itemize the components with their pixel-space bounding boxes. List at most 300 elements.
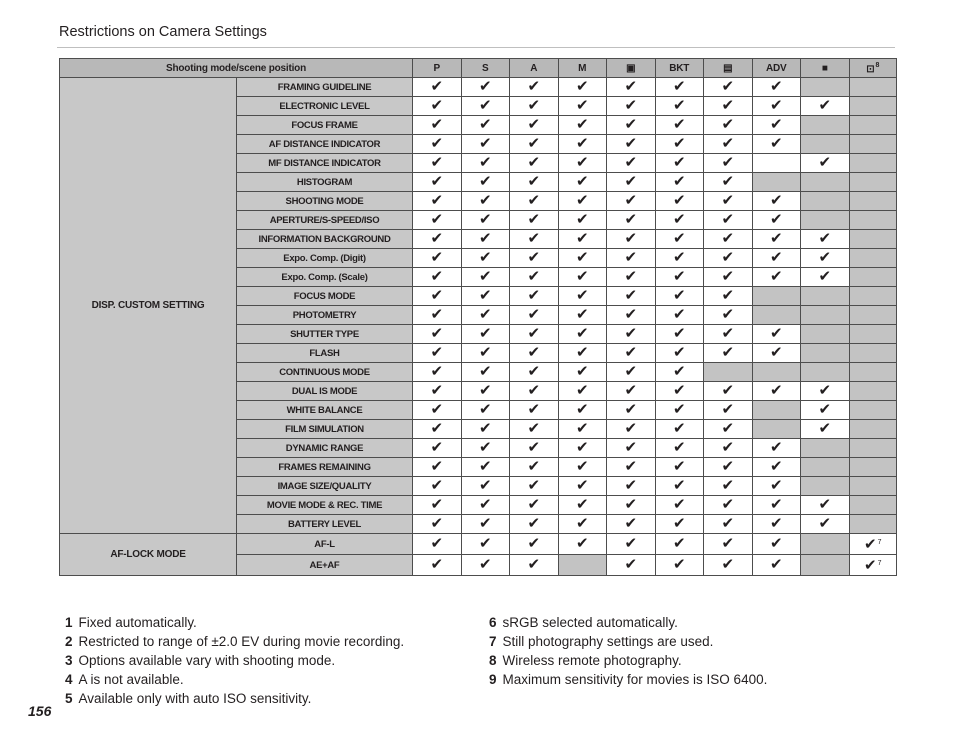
check-cell bbox=[655, 496, 704, 515]
setting-label: BATTERY LEVEL bbox=[237, 515, 413, 534]
check-icon: ✔ bbox=[575, 458, 589, 475]
check-cell bbox=[510, 458, 559, 477]
check-icon: ✔ bbox=[478, 439, 492, 456]
check-cell bbox=[752, 211, 801, 230]
unavailable-cell bbox=[849, 344, 897, 363]
check-icon: ✔ bbox=[430, 363, 444, 380]
check-icon: ✔ bbox=[575, 477, 589, 494]
check-cell bbox=[510, 192, 559, 211]
check-cell bbox=[752, 496, 801, 515]
check-icon: ✔ bbox=[721, 173, 735, 190]
check-icon: ✔ bbox=[527, 192, 541, 209]
check-icon: ✔ bbox=[430, 420, 444, 437]
check-icon: ✔ bbox=[672, 496, 686, 513]
check-cell bbox=[558, 325, 607, 344]
check-icon: ✔ bbox=[430, 515, 444, 532]
check-cell bbox=[607, 344, 656, 363]
footnotes-right bbox=[489, 613, 767, 689]
setting-label: FLASH bbox=[237, 344, 413, 363]
check-cell bbox=[510, 534, 559, 555]
check-cell bbox=[558, 173, 607, 192]
check-cell bbox=[461, 135, 510, 154]
setting-label: CONTINUOUS MODE bbox=[237, 363, 413, 382]
check-icon: ✔ bbox=[672, 268, 686, 285]
setting-label: PHOTOMETRY bbox=[237, 306, 413, 325]
setting-label: SHOOTING MODE bbox=[237, 192, 413, 211]
check-icon: ✔ bbox=[527, 344, 541, 361]
unavailable-cell bbox=[849, 477, 897, 496]
check-cell bbox=[607, 287, 656, 306]
check-cell bbox=[704, 192, 753, 211]
check-icon: ✔ bbox=[575, 268, 589, 285]
check-icon: ✔ bbox=[769, 556, 783, 573]
check-cell bbox=[655, 306, 704, 325]
check-icon: ✔ bbox=[575, 535, 589, 552]
check-icon: ✔ bbox=[478, 382, 492, 399]
check-icon: ✔ bbox=[575, 287, 589, 304]
check-icon: ✔ bbox=[769, 211, 783, 228]
check-icon: ✔ bbox=[575, 382, 589, 399]
check-icon: ✔ bbox=[769, 230, 783, 247]
footnote-text: sRGB selected automatically. bbox=[502, 615, 678, 630]
check-cell bbox=[510, 211, 559, 230]
check-icon: ✔ bbox=[818, 97, 832, 114]
check-icon: ✔ bbox=[527, 173, 541, 190]
check-cell bbox=[704, 249, 753, 268]
check-icon: ✔ bbox=[527, 249, 541, 266]
table-row bbox=[60, 78, 897, 97]
check-icon: ✔ bbox=[672, 249, 686, 266]
check-cell bbox=[461, 173, 510, 192]
check-icon: ✔ bbox=[430, 556, 444, 573]
check-cell bbox=[607, 363, 656, 382]
check-cell bbox=[510, 268, 559, 287]
check-cell bbox=[704, 325, 753, 344]
check-icon: ✔ bbox=[478, 97, 492, 114]
footnote-number: 1 bbox=[65, 615, 73, 630]
check-cell bbox=[558, 420, 607, 439]
check-cell bbox=[607, 534, 656, 555]
unavailable-cell bbox=[849, 173, 897, 192]
check-icon: ✔ bbox=[672, 420, 686, 437]
mode-header-wireless-icon bbox=[849, 59, 897, 78]
check-icon: ✔ bbox=[478, 78, 492, 95]
check-icon: ✔ bbox=[430, 173, 444, 190]
check-icon: ✔ bbox=[624, 97, 638, 114]
unavailable-cell bbox=[801, 534, 850, 555]
check-cell bbox=[704, 420, 753, 439]
check-icon: ✔ bbox=[721, 515, 735, 532]
check-icon: ✔ bbox=[721, 154, 735, 171]
unavailable-cell bbox=[558, 555, 607, 576]
footnote-number: 6 bbox=[489, 615, 497, 630]
check-cell bbox=[801, 515, 850, 534]
unavailable-cell bbox=[849, 382, 897, 401]
check-icon: ✔ bbox=[769, 458, 783, 475]
check-cell bbox=[655, 382, 704, 401]
check-cell bbox=[704, 268, 753, 287]
adv-icon: ADV bbox=[765, 62, 787, 74]
check-cell bbox=[461, 78, 510, 97]
check-cell bbox=[655, 154, 704, 173]
check-cell bbox=[510, 439, 559, 458]
check-icon: ✔ bbox=[721, 496, 735, 513]
check-icon: ✔ bbox=[672, 116, 686, 133]
check-cell bbox=[558, 401, 607, 420]
unavailable-cell bbox=[849, 363, 897, 382]
check-icon: ✔ bbox=[624, 515, 638, 532]
check-icon: ✔ bbox=[430, 154, 444, 171]
check-cell bbox=[752, 249, 801, 268]
check-cell bbox=[655, 325, 704, 344]
check-icon: ✔ bbox=[575, 78, 589, 95]
check-icon: ✔ bbox=[818, 420, 832, 437]
check-cell bbox=[413, 249, 462, 268]
check-icon: ✔ bbox=[430, 401, 444, 418]
setting-label: ELECTRONIC LEVEL bbox=[237, 97, 413, 116]
footnote bbox=[489, 613, 767, 632]
unavailable-cell bbox=[801, 287, 850, 306]
unavailable-cell bbox=[752, 173, 801, 192]
mode-label: P bbox=[433, 62, 440, 74]
mode-header-m bbox=[558, 59, 607, 78]
footnote-text: Available only with auto ISO sensitivity. bbox=[78, 691, 312, 706]
check-cell bbox=[461, 458, 510, 477]
check-cell bbox=[558, 287, 607, 306]
check-cell bbox=[655, 363, 704, 382]
check-cell bbox=[655, 211, 704, 230]
check-icon: ✔ bbox=[478, 496, 492, 513]
table-body bbox=[60, 78, 897, 576]
check-icon: ✔ bbox=[527, 97, 541, 114]
check-cell bbox=[558, 344, 607, 363]
setting-label: DYNAMIC RANGE bbox=[237, 439, 413, 458]
check-cell bbox=[607, 97, 656, 116]
check-icon: ✔ bbox=[672, 192, 686, 209]
check-cell bbox=[510, 496, 559, 515]
check-cell bbox=[607, 325, 656, 344]
check-icon: ✔ bbox=[818, 249, 832, 266]
check-cell bbox=[510, 287, 559, 306]
check-icon: ✔ bbox=[769, 382, 783, 399]
check-cell bbox=[461, 306, 510, 325]
check-icon: ✔ bbox=[478, 154, 492, 171]
unavailable-cell bbox=[801, 116, 850, 135]
check-icon: ✔ bbox=[478, 249, 492, 266]
unavailable-cell bbox=[849, 287, 897, 306]
check-icon: ✔ bbox=[672, 325, 686, 342]
check-cell bbox=[413, 325, 462, 344]
check-cell bbox=[607, 458, 656, 477]
check-icon: ✔ bbox=[769, 192, 783, 209]
mode-header-p bbox=[413, 59, 462, 78]
check-icon: ✔ bbox=[721, 211, 735, 228]
check-cell bbox=[413, 306, 462, 325]
check-icon: ✔ bbox=[672, 401, 686, 418]
unavailable-cell bbox=[849, 192, 897, 211]
check-cell bbox=[704, 211, 753, 230]
check-cell bbox=[461, 363, 510, 382]
check-cell bbox=[510, 306, 559, 325]
check-icon: ✔ bbox=[672, 173, 686, 190]
check-cell bbox=[607, 211, 656, 230]
check-cell bbox=[607, 382, 656, 401]
setting-label: FRAMING GUIDELINE bbox=[237, 78, 413, 97]
check-cell bbox=[558, 268, 607, 287]
unavailable-cell bbox=[849, 249, 897, 268]
check-icon: ✔ bbox=[478, 135, 492, 152]
unavailable-cell bbox=[801, 173, 850, 192]
check-icon: ✔ bbox=[527, 439, 541, 456]
check-cell bbox=[510, 420, 559, 439]
check-cell bbox=[558, 97, 607, 116]
advanced-filter-icon: ▣ bbox=[626, 62, 636, 74]
check-icon: ✔ bbox=[478, 211, 492, 228]
check-cell bbox=[607, 249, 656, 268]
check-cell bbox=[558, 116, 607, 135]
check-cell bbox=[413, 211, 462, 230]
check-cell bbox=[801, 420, 850, 439]
check-icon: ✔ bbox=[864, 557, 877, 574]
footnote-text: A is not available. bbox=[78, 672, 184, 687]
check-icon: ✔ bbox=[575, 420, 589, 437]
check-icon: ✔ bbox=[672, 477, 686, 494]
check-icon: ✔ bbox=[624, 401, 638, 418]
check-icon: ✔ bbox=[527, 458, 541, 475]
check-cell bbox=[510, 325, 559, 344]
unavailable-cell bbox=[849, 420, 897, 439]
check-cell bbox=[704, 458, 753, 477]
check-icon: ✔ bbox=[575, 363, 589, 380]
check-icon: ✔ bbox=[672, 78, 686, 95]
check-cell bbox=[801, 496, 850, 515]
check-cell bbox=[413, 458, 462, 477]
footnote-ref: 8 bbox=[875, 61, 880, 69]
check-cell bbox=[655, 439, 704, 458]
check-cell bbox=[607, 496, 656, 515]
check-cell bbox=[704, 477, 753, 496]
check-icon: ✔ bbox=[672, 515, 686, 532]
check-icon: ✔ bbox=[769, 535, 783, 552]
header-rule bbox=[57, 47, 895, 48]
check-cell bbox=[461, 534, 510, 555]
unavailable-cell bbox=[849, 401, 897, 420]
check-cell bbox=[704, 515, 753, 534]
check-cell bbox=[607, 268, 656, 287]
unavailable-cell bbox=[801, 135, 850, 154]
unavailable-cell bbox=[801, 325, 850, 344]
unavailable-cell bbox=[801, 458, 850, 477]
check-icon: ✔ bbox=[478, 458, 492, 475]
table-header-row bbox=[60, 59, 897, 78]
unavailable-cell bbox=[801, 555, 850, 576]
check-icon: ✔ bbox=[624, 306, 638, 323]
unavailable-cell bbox=[801, 306, 850, 325]
check-cell bbox=[704, 496, 753, 515]
check-cell bbox=[607, 555, 656, 576]
check-cell bbox=[558, 534, 607, 555]
check-icon: ✔ bbox=[430, 535, 444, 552]
check-icon: ✔ bbox=[818, 230, 832, 247]
check-icon: ✔ bbox=[721, 325, 735, 342]
unavailable-cell bbox=[704, 363, 753, 382]
check-cell bbox=[849, 534, 897, 555]
check-icon: ✔ bbox=[721, 439, 735, 456]
check-icon: ✔ bbox=[624, 116, 638, 133]
check-cell bbox=[510, 401, 559, 420]
unavailable-cell bbox=[849, 78, 897, 97]
check-icon: ✔ bbox=[672, 287, 686, 304]
check-cell bbox=[704, 97, 753, 116]
check-cell bbox=[510, 363, 559, 382]
check-cell bbox=[558, 306, 607, 325]
check-icon: ✔ bbox=[721, 477, 735, 494]
check-cell bbox=[704, 306, 753, 325]
check-icon: ✔ bbox=[575, 515, 589, 532]
check-icon: ✔ bbox=[430, 287, 444, 304]
running-head: Restrictions on Camera Settings bbox=[59, 24, 267, 40]
check-cell bbox=[752, 268, 801, 287]
check-icon: ✔ bbox=[575, 249, 589, 266]
check-cell bbox=[607, 306, 656, 325]
check-cell bbox=[655, 287, 704, 306]
unavailable-cell bbox=[849, 458, 897, 477]
footnote-text: Fixed automatically. bbox=[78, 615, 197, 630]
group-label: AF-LOCK MODE bbox=[60, 534, 237, 576]
check-icon: ✔ bbox=[624, 325, 638, 342]
unavailable-cell bbox=[849, 230, 897, 249]
check-icon: ✔ bbox=[624, 249, 638, 266]
check-cell bbox=[510, 154, 559, 173]
check-icon: ✔ bbox=[624, 344, 638, 361]
check-cell bbox=[558, 249, 607, 268]
check-icon: ✔ bbox=[672, 97, 686, 114]
check-cell bbox=[558, 230, 607, 249]
setting-label: INFORMATION BACKGROUND bbox=[237, 230, 413, 249]
check-cell bbox=[752, 382, 801, 401]
check-cell bbox=[461, 382, 510, 401]
check-icon: ✔ bbox=[721, 535, 735, 552]
check-icon: ✔ bbox=[624, 477, 638, 494]
check-cell bbox=[413, 344, 462, 363]
check-cell bbox=[607, 230, 656, 249]
check-icon: ✔ bbox=[864, 536, 877, 553]
check-cell bbox=[752, 439, 801, 458]
unavailable-cell bbox=[801, 344, 850, 363]
check-icon: ✔ bbox=[575, 192, 589, 209]
check-icon: ✔ bbox=[575, 306, 589, 323]
setting-label: Expo. Comp. (Digit) bbox=[237, 249, 413, 268]
check-cell bbox=[461, 555, 510, 576]
footnote-number: 3 bbox=[65, 653, 73, 668]
setting-label: FOCUS MODE bbox=[237, 287, 413, 306]
check-cell bbox=[655, 230, 704, 249]
check-icon: ✔ bbox=[527, 325, 541, 342]
check-icon: ✔ bbox=[721, 287, 735, 304]
check-cell bbox=[704, 173, 753, 192]
mode-label: BKT bbox=[669, 62, 690, 74]
check-cell bbox=[558, 78, 607, 97]
check-icon: ✔ bbox=[575, 211, 589, 228]
check-cell bbox=[510, 477, 559, 496]
unavailable-cell bbox=[801, 78, 850, 97]
check-icon: ✔ bbox=[527, 535, 541, 552]
check-icon: ✔ bbox=[672, 344, 686, 361]
check-icon: ✔ bbox=[624, 496, 638, 513]
check-icon: ✔ bbox=[478, 268, 492, 285]
check-cell bbox=[461, 154, 510, 173]
check-icon: ✔ bbox=[575, 496, 589, 513]
footnote-text: Still photography settings are used. bbox=[502, 634, 714, 649]
footnote bbox=[489, 632, 767, 651]
unavailable-cell bbox=[752, 287, 801, 306]
footnote-number: 8 bbox=[489, 653, 497, 668]
check-cell bbox=[413, 420, 462, 439]
setting-label: AF DISTANCE INDICATOR bbox=[237, 135, 413, 154]
unavailable-cell bbox=[752, 401, 801, 420]
check-icon: ✔ bbox=[818, 496, 832, 513]
footnote bbox=[489, 651, 767, 670]
check-icon: ✔ bbox=[672, 230, 686, 247]
movie-icon: ■ bbox=[821, 62, 828, 74]
check-icon: ✔ bbox=[624, 287, 638, 304]
check-icon: ✔ bbox=[430, 306, 444, 323]
check-icon: ✔ bbox=[721, 135, 735, 152]
check-icon: ✔ bbox=[478, 287, 492, 304]
check-cell bbox=[413, 439, 462, 458]
check-cell bbox=[413, 268, 462, 287]
check-icon: ✔ bbox=[478, 230, 492, 247]
unavailable-cell bbox=[849, 268, 897, 287]
setting-label: Expo. Comp. (Scale) bbox=[237, 268, 413, 287]
check-cell bbox=[413, 555, 462, 576]
check-cell bbox=[801, 401, 850, 420]
check-icon: ✔ bbox=[624, 230, 638, 247]
check-icon: ✔ bbox=[527, 556, 541, 573]
check-icon: ✔ bbox=[527, 401, 541, 418]
check-icon: ✔ bbox=[769, 325, 783, 342]
footnote bbox=[489, 670, 767, 689]
check-cell bbox=[607, 420, 656, 439]
mode-label: M bbox=[578, 62, 587, 74]
check-icon: ✔ bbox=[478, 306, 492, 323]
check-cell bbox=[413, 192, 462, 211]
check-icon: ✔ bbox=[527, 287, 541, 304]
check-icon: ✔ bbox=[575, 439, 589, 456]
check-cell bbox=[558, 211, 607, 230]
check-cell bbox=[752, 458, 801, 477]
check-icon: ✔ bbox=[527, 78, 541, 95]
footnote bbox=[65, 651, 404, 670]
check-cell bbox=[510, 116, 559, 135]
check-icon: ✔ bbox=[575, 344, 589, 361]
check-icon: ✔ bbox=[672, 439, 686, 456]
setting-label: DUAL IS MODE bbox=[237, 382, 413, 401]
check-icon: ✔ bbox=[769, 496, 783, 513]
check-icon: ✔ bbox=[672, 382, 686, 399]
check-icon: ✔ bbox=[478, 401, 492, 418]
check-cell bbox=[607, 154, 656, 173]
unavailable-cell bbox=[752, 363, 801, 382]
setting-label: FILM SIMULATION bbox=[237, 420, 413, 439]
check-icon: ✔ bbox=[575, 173, 589, 190]
check-cell bbox=[461, 230, 510, 249]
check-icon: ✔ bbox=[818, 401, 832, 418]
check-cell bbox=[558, 458, 607, 477]
check-icon: ✔ bbox=[624, 420, 638, 437]
footnote-number: 9 bbox=[489, 672, 497, 687]
check-icon: ✔ bbox=[769, 439, 783, 456]
